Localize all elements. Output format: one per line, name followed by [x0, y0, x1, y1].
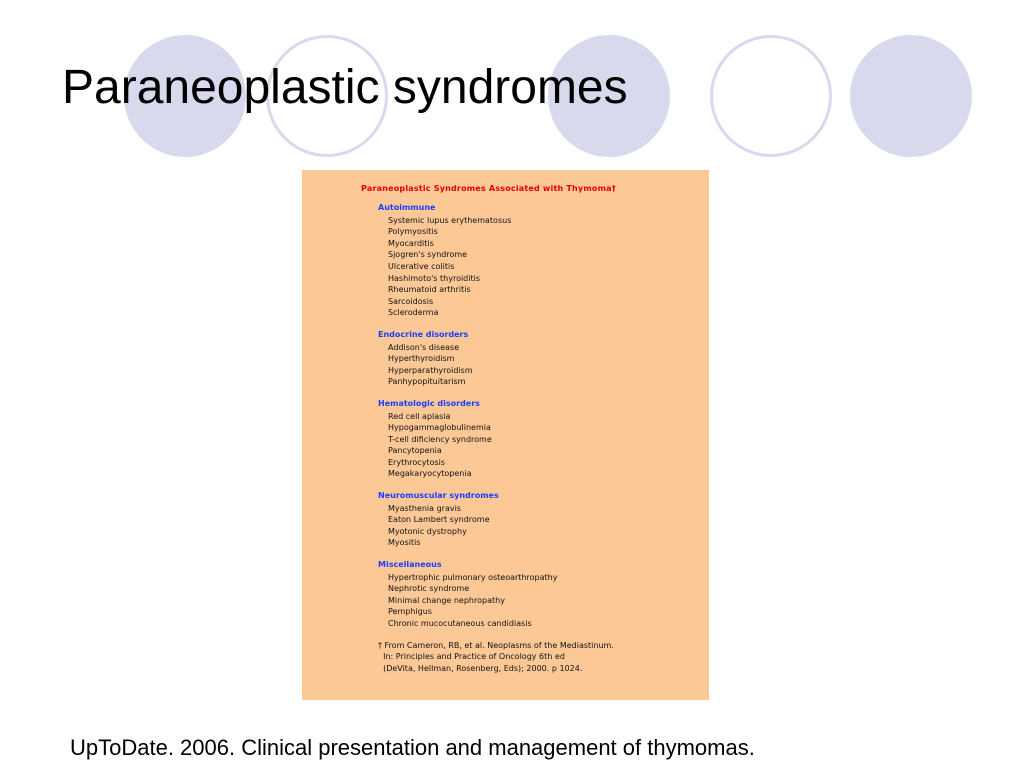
list-item: Megakaryocytopenia — [388, 469, 472, 479]
list-item: Systemic lupus erythematosus — [388, 215, 512, 225]
source-footnote — [378, 640, 709, 675]
list-item: Myasthenia gravis — [388, 503, 461, 513]
list-item: Myotonic dystrophy — [388, 526, 467, 536]
section-endocrine-disorders — [302, 329, 709, 388]
list-item: Hashimoto's thyroiditis — [388, 273, 481, 283]
list-item: Sjogren's syndrome — [388, 250, 468, 260]
section-heading: Autoimmune — [378, 203, 436, 212]
syndromes-table-image — [302, 170, 709, 700]
list-item: Addison's disease — [388, 342, 460, 352]
section-heading: Endocrine disorders — [378, 329, 469, 339]
list-item: Hyperthyroidism — [388, 354, 455, 364]
section-neuromuscular-syndromes — [302, 490, 709, 549]
list-item: Nephrotic syndrome — [388, 584, 470, 594]
list-item: Scleroderma — [388, 308, 439, 318]
section-autoimmune — [302, 202, 709, 319]
section-heading: Hematologic disorders — [378, 398, 480, 408]
section-miscellaneous — [302, 559, 709, 630]
list-item: Sarcoidosis — [388, 296, 434, 306]
list-item: T-cell dificiency syndrome — [388, 434, 492, 444]
list-item: Chronic mucocutaneous candidiasis — [388, 619, 532, 628]
section-hematologic-disorders — [302, 398, 709, 480]
list-item: Myocarditis — [388, 238, 434, 248]
list-item: Eaton Lambert syndrome — [388, 515, 490, 525]
list-item: Rheumatoid arthritis — [388, 285, 471, 295]
table-title: Paraneoplastic Syndromes Associated with Thymoma† — [361, 184, 616, 193]
list-item: Hypogammaglobulinemia — [388, 423, 491, 433]
list-item: Hyperparathyroidism — [388, 365, 473, 375]
list-item: Red cell aplasia — [388, 411, 451, 421]
list-item: Erythrocytosis — [388, 457, 446, 467]
slide-title: Paraneoplastic syndromes — [62, 61, 628, 114]
list-item: Ulcerative colitis — [388, 261, 455, 271]
list-item: Pemphigus — [388, 607, 432, 617]
list-item: Pancytopenia — [388, 446, 442, 456]
decorative-circle — [850, 35, 972, 157]
footnote-line: (DeVita, Hellman, Rosenberg, Eds); 2000. p 1024. — [378, 663, 583, 673]
citation-text: UpToDate. 2006. Clinical presentation and management of thymomas. — [70, 735, 755, 760]
list-item: Polymyositis — [388, 227, 438, 237]
list-item: Minimal change nephropathy — [388, 595, 505, 605]
list-item: Myositis — [388, 538, 421, 548]
footnote-line: † From Cameron, RB, et al. Neoplasms of the Mediastinum. — [378, 640, 614, 650]
section-heading: Neuromuscular syndromes — [378, 491, 499, 501]
list-item: Hypertrophic pulmonary osteoarthropathy — [388, 572, 558, 582]
decorative-circle-outline — [710, 35, 832, 157]
footnote-line: In: Principles and Practice of Oncology 6th ed — [378, 652, 565, 662]
section-heading: Miscellaneous — [378, 560, 442, 570]
list-item: Panhypopituitarism — [388, 377, 466, 387]
